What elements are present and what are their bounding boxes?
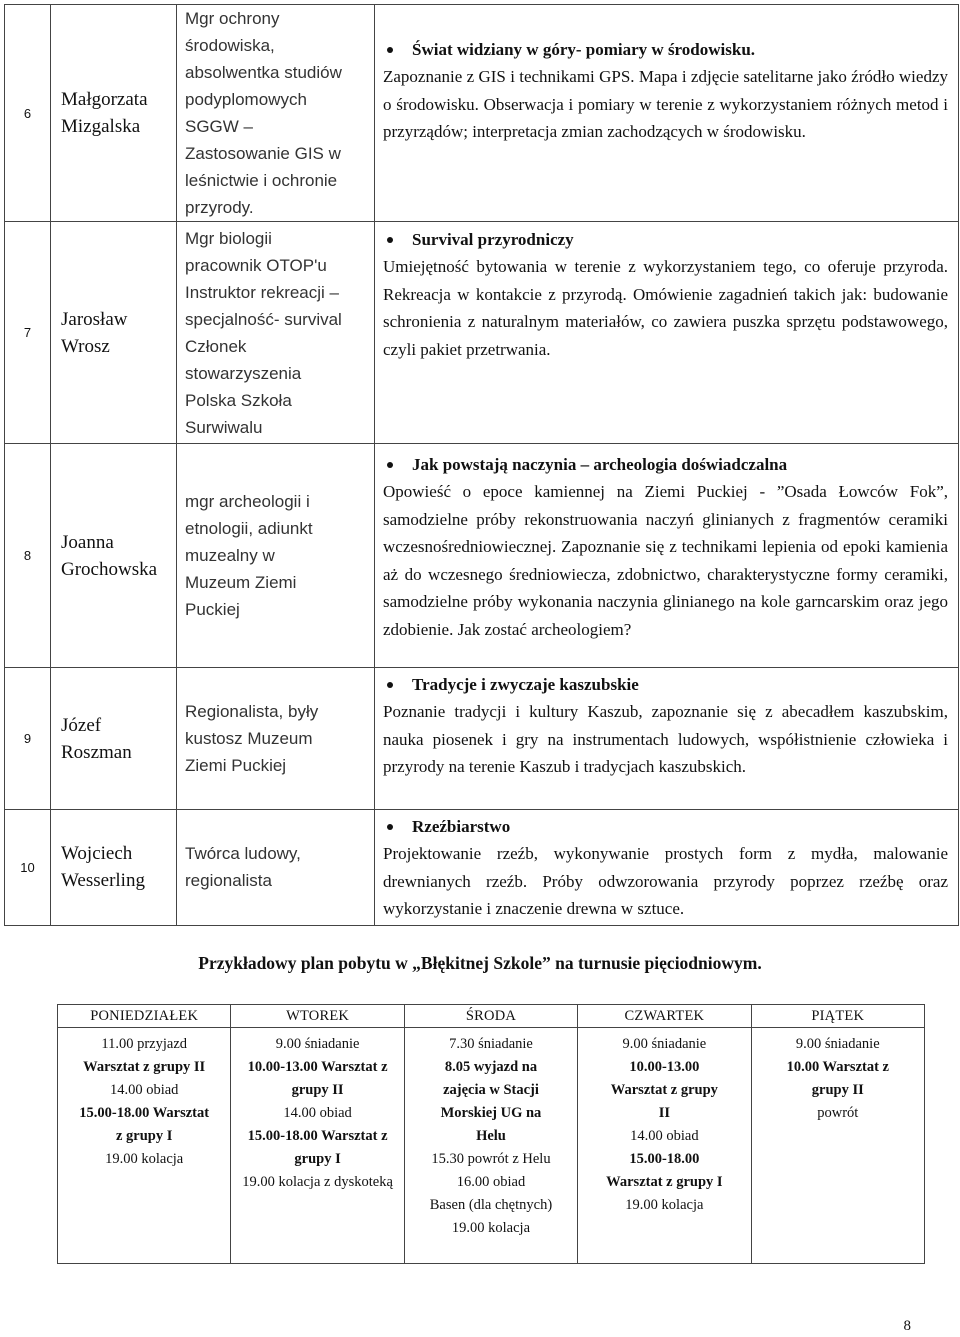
qualification-line: Muzeum Ziemi [185,573,297,592]
name-line: Małgorzata [61,89,148,110]
schedule-entry: zajęcia w Stacji [443,1082,539,1098]
staff-table-body [5,5,959,926]
workshop-title [383,37,948,63]
instructor-qualifications [177,810,375,926]
schedule-entry: 14.00 obiad [109,1082,179,1098]
name-line: Józef [61,714,102,736]
day-header: CZWARTEK [578,1005,751,1028]
qualification-line: środowiska, [185,36,275,55]
name-line: Roszman [61,741,132,763]
instructor-qualifications [177,668,375,810]
qualification-line: podyplomowych [185,90,307,109]
schedule-entry: 11.00 przyjazd [101,1036,188,1052]
schedule-entry: 10.00-13.00 Warsztat z [247,1059,388,1075]
staff-row [5,810,959,926]
schedule-entry: Warsztat z grupy I [606,1174,723,1190]
day-header: ŚRODA [404,1005,577,1028]
schedule-entry: 15.30 powrót z Helu [431,1151,551,1167]
schedule-entry: grupy II [291,1082,344,1098]
bullet-icon [387,462,393,468]
workshop-topic [383,227,948,363]
row-number: 7 [5,222,51,444]
workshop-description [375,5,959,222]
qualification-line: Polska Szkoła [185,390,292,410]
qualification-line: Mgr biologii [185,228,272,248]
workshop-text: Umiejętność bytowania w terenie z wykorzystaniem tego, co oferuje przyroda. Rekreacja w kontakcie z przyrodą. Omówienie zagadnień takich jak: budowanie schronienia z naturalnym materiałów, co zawiera puszka sprzętu podstawowego, czyli pakiet przetrwania. [383,257,948,359]
schedule-entry: 16.00 obiad [456,1174,526,1190]
day-header: PIĄTEK [751,1005,924,1028]
workshop-topic [383,452,948,643]
workshop-title [383,452,948,478]
staff-row [5,5,959,222]
qualification-line: etnologii, adiunkt [185,519,313,538]
schedule-entry: Warsztat z grupy II [83,1059,206,1075]
schedule-entry: Warsztat z grupy [610,1082,718,1098]
instructor-qualifications [177,222,375,444]
row-number: 9 [5,668,51,810]
workshop-title-text: Świat widziany w góry- pomiary w środowisku. [412,40,756,59]
schedule-entry: 15.00-18.00 [629,1151,700,1167]
workshop-description [375,444,959,668]
row-number: 8 [5,444,51,668]
schedule-entry: grupy II [811,1082,864,1098]
workshop-description [375,668,959,810]
qualification-line: pracownik OTOP'u [185,255,327,275]
staff-table [4,4,959,926]
instructor-name [51,444,177,668]
staff-row [5,668,959,810]
qualification-line: stowarzyszenia [185,363,302,383]
qualification-line: Instruktor rekreacji – [185,282,339,302]
staff-row [5,444,959,668]
schedule-row [58,1028,925,1264]
staff-row [5,222,959,444]
qualification-line: Twórca ludowy, [185,844,301,864]
schedule-entry: 9.00 śniadanie [795,1036,880,1052]
name-line: Wojciech [61,843,133,865]
schedule-entry: 19.00 kolacja z dyskoteką [242,1174,393,1190]
bullet-icon [387,237,393,243]
day-header: PONIEDZIAŁEK [58,1005,231,1028]
qualification-line: muzealny w [185,546,275,565]
schedule-entry: grupy I [294,1151,341,1167]
day-schedule [231,1028,404,1264]
qualification-line: przyrody. [185,198,254,217]
day-schedule [404,1028,577,1264]
qualification-line: kustosz Muzeum [185,729,313,748]
instructor-name [51,222,177,444]
workshop-topic [383,814,948,923]
workshop-title-text: Jak powstają naczynia – archeologia doświadczalna [412,455,788,474]
workshop-title-text: Survival przyrodniczy [412,230,574,249]
instructor-name [51,668,177,810]
row-number: 6 [5,5,51,222]
workshop-description [375,810,959,926]
schedule-entry: z grupy I [115,1128,173,1144]
qualification-line: mgr archeologii i [185,492,310,511]
page-number: 8 [903,1318,911,1334]
day-schedule [751,1028,924,1264]
schedule-entry: 10.00 Warsztat z [786,1059,889,1075]
qualification-line: Puckiej [185,600,240,619]
schedule-entry: Helu [476,1128,506,1144]
day-header: WTOREK [231,1005,404,1028]
workshop-title [383,227,948,253]
schedule-entry: 14.00 obiad [283,1105,352,1121]
workshop-description [375,222,959,444]
qualification-line: Zastosowanie GIS w [185,144,341,163]
qualification-line: Surwiwalu [185,417,263,437]
qualification-line: absolwentka studiów [185,63,342,82]
schedule-entry: 15.00-18.00 Warsztat z [247,1128,388,1144]
schedule-entry: 9.00 śniadanie [275,1036,360,1052]
day-schedule [58,1028,231,1264]
workshop-title [383,814,948,840]
workshop-text: Zapoznanie z GIS i technikami GPS. Mapa i zdjęcie satelitarne jako źródło wiedzy o środowisku. Obserwacja i pomiary w terenie z wykorzystaniem różnych metod i przyrządów; interpretacja zmian zachodzących w środowisku. [383,67,948,141]
workshop-topic [383,672,948,781]
name-line: Joanna [61,531,114,553]
workshop-text: Opowieść o epoce kamiennej na Ziemi Puckiej - ”Osada Łowców Fok”, samodzielne próby rekonstruowania naczyń glinianych z fragmentów ceramiki wczesnośredniowiecznej. Zapoznanie się z technikami lepienia od epoki kamienia aż do wczesnego średniowiecza, zdobnictwo, charakterystyczne formy ceramiki, samodzielne próby wykonania naczynia glinianego na kole garncarskim oraz jego zdobienie. Jak zostać archeologiem? [383,482,948,639]
workshop-title-text: Rzeźbiarstwo [412,817,511,836]
name-line: Wrosz [61,335,110,357]
schedule-entry: 9.00 śniadanie [622,1036,707,1052]
day-schedule [578,1028,751,1264]
schedule-entry: Morskiej UG na [440,1105,542,1121]
row-number: 10 [5,810,51,926]
instructor-qualifications [177,444,375,668]
qualification-line: specjalność- survival [185,309,342,329]
instructor-qualifications [177,5,375,222]
schedule-entry: Basen (dla chętnych) [429,1197,553,1213]
name-line: Wesserling [61,870,145,892]
schedule-table [57,1004,925,1264]
schedule-entry: 7.30 śniadanie [449,1036,533,1052]
qualification-line: SGGW – [185,117,254,136]
bullet-icon [387,824,393,830]
schedule-header-row [58,1005,925,1028]
schedule-entry: II [658,1105,671,1121]
schedule-entry: 14.00 obiad [630,1128,699,1144]
schedule-entry: 8.05 wyjazd na [444,1059,538,1075]
workshop-topic [383,37,948,146]
qualification-line: Ziemi Puckiej [185,756,287,775]
schedule-entry: 15.00-18.00 Warsztat [79,1105,210,1121]
workshop-title [383,672,948,698]
schedule-entry: 19.00 kolacja [451,1220,531,1236]
bullet-icon [387,47,393,53]
qualification-line: regionalista [185,871,272,891]
qualification-line: Mgr ochrony [185,9,280,28]
schedule-entry: 19.00 kolacja [625,1197,704,1213]
qualification-line: Członek [185,336,247,356]
instructor-name [51,810,177,926]
name-line: Grochowska [61,558,158,580]
schedule-entry: powrót [817,1105,859,1121]
workshop-text: Poznanie tradycji i kultury Kaszub, zapoznanie się z abecadłem kaszubskim, nauka piosenek i gry na instrumentach ludowych, współistnienie człowieka i przyrody na terenie Kaszub i tradycjach kaszubskich. [383,702,948,776]
bullet-icon [387,682,393,688]
schedule-entry: 10.00-13.00 [629,1059,700,1075]
name-line: Mizgalska [61,116,141,137]
qualification-line: Regionalista, były [185,702,319,721]
qualification-line: leśnictwie i ochronie [185,171,338,190]
workshop-title-text: Tradycje i zwyczaje kaszubskie [412,675,639,694]
schedule-entry: 19.00 kolacja [105,1151,184,1167]
instructor-name [51,5,177,222]
name-line: Jarosław [61,308,128,330]
plan-heading: Przykładowy plan pobytu w „Błękitnej Szkole” na turnusie pięciodniowym. [198,953,762,973]
workshop-text: Projektowanie rzeźb, wykonywanie prostych form z mydła, malowanie drewnianych rzeźb. Próby odwzorowania przyrody poprzez rzeźbę oraz wykorzystanie i znaczenie drewna w sztuce. [383,844,948,918]
